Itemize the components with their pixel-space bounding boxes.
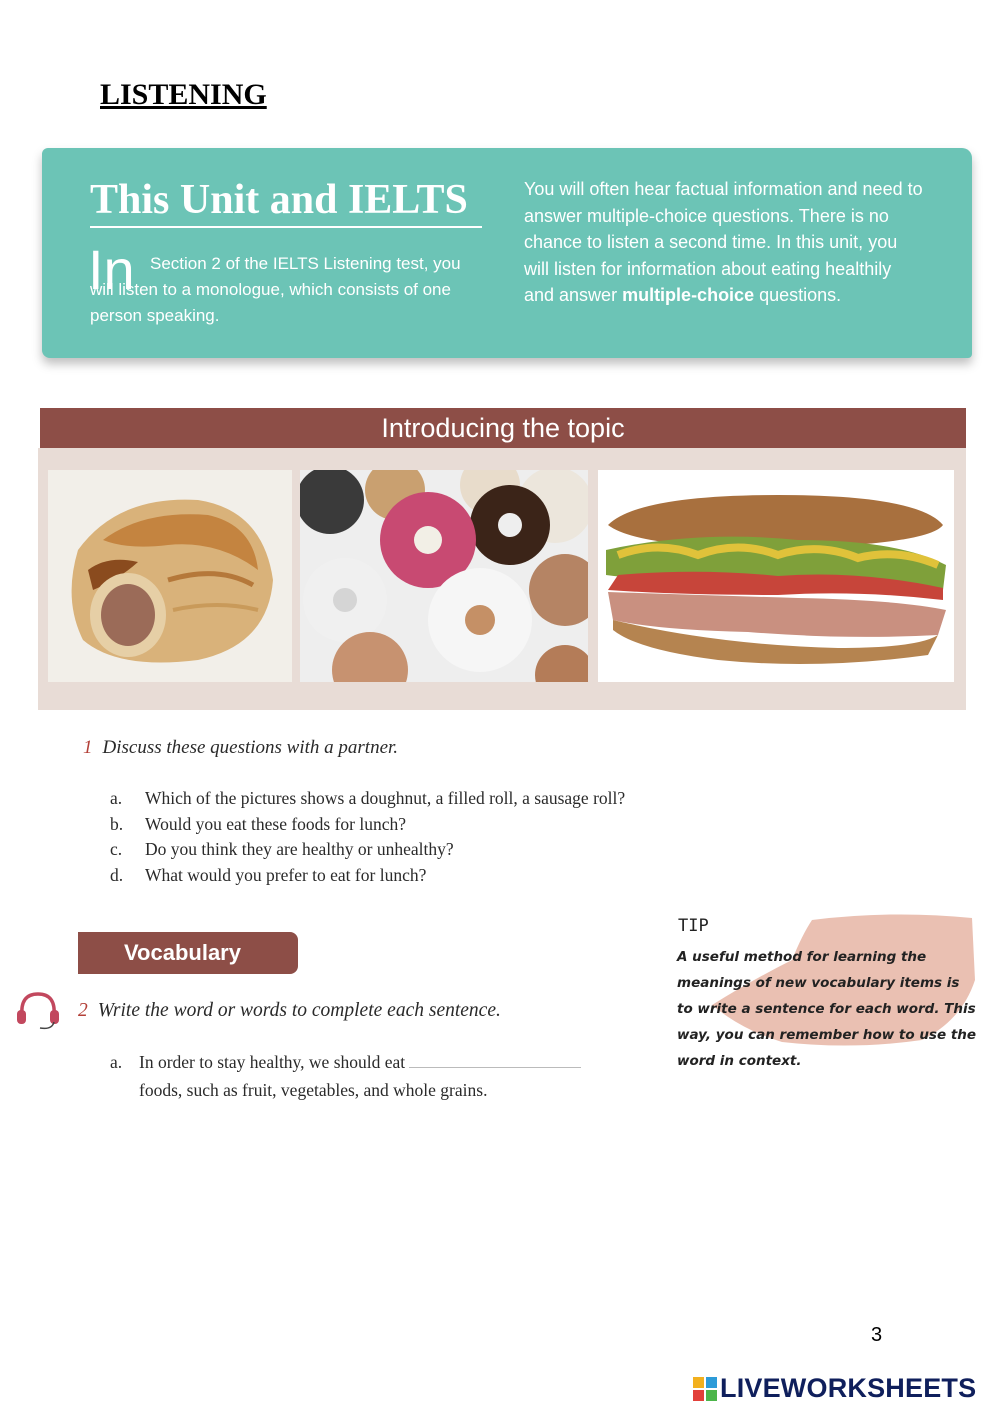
drop-cap: In (88, 238, 135, 301)
unit-right-text-part1: You will often hear factual information and need to answer multiple-choice questions. There is no chance to listen a second time. In this unit, you will listen for information about eating healthily and answer (524, 179, 923, 305)
doughnuts-photo (300, 470, 588, 682)
vocab-item-a (110, 1048, 581, 1104)
vocab-item-text-after: foods, such as fruit, vegetables, and whole grains. (139, 1080, 488, 1100)
question-item (110, 812, 625, 838)
unit-intro-box (42, 148, 972, 358)
page-heading: LISTENING (100, 78, 267, 111)
question-text: What would you prefer to eat for lunch? (145, 864, 427, 885)
exercise-1-number: 1 (83, 737, 93, 758)
tip-text: A useful method for learning the meanings of new vocabulary items is to write a sentence for each word. This way, you can remember how to use the word in context. (677, 949, 977, 1069)
liveworksheets-logo-icon (692, 1376, 718, 1402)
sausage-roll-photo (48, 470, 292, 682)
question-letter: c. (110, 839, 123, 859)
question-letter: d. (110, 864, 124, 885)
title-underline (90, 226, 482, 228)
headphones-icon[interactable] (14, 988, 62, 1032)
unit-right-text-part2: questions. (754, 285, 842, 305)
question-letter: a. (110, 788, 123, 808)
exercise-2-instruction (78, 1000, 501, 1022)
question-item (110, 863, 625, 889)
question-text: Would you eat these foods for lunch? (145, 813, 407, 834)
question-item (110, 786, 625, 812)
liveworksheets-brand (692, 1373, 976, 1404)
question-text: Which of the pictures shows a doughnut, a filled roll, a sausage roll? (145, 788, 626, 808)
tip-title: TIP (678, 916, 709, 936)
exercise-2-text: Write the word or words to complete each sentence. (97, 1000, 501, 1021)
vocab-item-text-before: In order to stay healthy, we should eat (139, 1052, 406, 1072)
exercise-1-questions (110, 786, 625, 888)
vocab-item-letter: a. (110, 1052, 123, 1072)
answer-blank[interactable] (409, 1054, 581, 1068)
photo-strip (38, 448, 966, 710)
unit-right-text-bold: multiple-choice (622, 285, 755, 305)
unit-left-text: Section 2 of the IELTS Listening test, you will listen to a monologue, which consists of one person speaking. (90, 254, 461, 325)
brand-text: LIVEWORKSHEETS (720, 1373, 977, 1403)
filled-roll-photo (598, 470, 954, 682)
unit-right-text (524, 176, 924, 309)
exercise-1-text: Discuss these questions with a partner. (102, 737, 399, 758)
exercise-1-instruction (83, 737, 398, 759)
question-text: Do you think they are healthy or unhealthy? (145, 839, 454, 859)
vocabulary-tab: Vocabulary (78, 932, 298, 974)
topic-header: Introducing the topic (40, 408, 966, 448)
unit-title: This Unit and IELTS (90, 177, 468, 223)
page-number: 3 (871, 1324, 883, 1346)
question-letter: b. (110, 813, 124, 834)
exercise-2-number: 2 (78, 1000, 88, 1021)
question-item (110, 837, 625, 863)
